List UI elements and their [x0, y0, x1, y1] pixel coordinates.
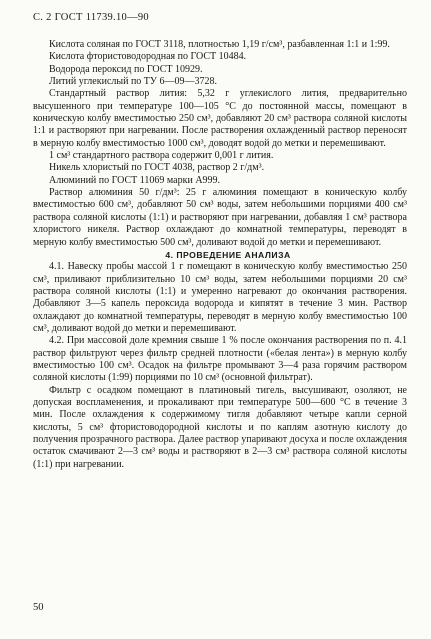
paragraph-aluminium: Алюминий по ГОСТ 11069 марки А999. — [49, 174, 221, 186]
paragraph-4-2: 4.2. При массовой доле кремния свыше 1 % после окончания растворения по п. 4.1 раствор фильтруют через фильтр средней плотности («белая лента») в мерную колбу вместимостью 100 см³. Осадок на фильтре промывают 3—4 раза горячим раствором соляной кислоты (1:99) порциями по 10 см³ (основной фильтрат). — [33, 335, 407, 384]
paragraph-hydrofluoric-acid: Кислота фтористоводородная по ГОСТ 10484. — [49, 51, 247, 63]
paragraph-lithium-content: 1 см³ стандартного раствора содержит 0,001 г лития. — [49, 150, 274, 162]
paragraph-nickel-chloride: Никель хлористый по ГОСТ 4038, раствор 2 г/дм³. — [49, 162, 265, 174]
paragraph-filter-residue: Фильтр с осадком помещают в платиновый тигель, высушивают, озоляют, не допуская воспламенения, и прокаливают при температуре 500—600 °С в течение 3 мин. После охлаждения к содержимому тигля добавляют четыре капли серной кислоты, 5 см³ фтористоводородной кислоты и по каплям азотную кислоту до получения прозрачного раствора. Далее раствор упаривают досуха и после охлаждения остаток смачивают 2—3 см³ воды и растворяют в 2—3 см³ раствора соляной кислоты (1:1) при нагревании. — [33, 384, 407, 470]
page-number: 50 — [33, 602, 44, 613]
document-body — [33, 39, 407, 471]
paragraph-aluminium-solution: Раствор алюминия 50 г/дм³: 25 г алюминия помещают в коническую колбу вместимостью 600 см³, добавляют 50 см³ воды, затем небольшими порциями 400 см³ раствора соляной кислоты (1:1) и растворяют при нагревании, добавляя 1 см³ раствора хлористого никеля. Раствор охлаждают до комнатной температуры, переводят в мерную колбу вместимостью 500 см³, доливают водой до метки и перемешивают. — [33, 187, 407, 248]
section-title: 4. ПРОВЕДЕНИЕ АНАЛИЗА — [165, 249, 291, 260]
paragraph-4-1: 4.1. Навеску пробы массой 1 г помещают в коническую колбу вместимостью 250 см³, приливают приблизительно 10 см³ воды, затем небольшими порциями 20 см³ раствора соляной кислоты (1:1) и умеренно нагревают до окончания растворения. Добавляют 3—5 капель пероксида водорода и кипятят в течение 3 мин. Раствор охлаждают до комнатной температуры, переводят в мерную колбу вместимостью 100 см³, доливают водой до метки и перемешивают. — [33, 261, 407, 334]
paragraph-hydrochloric-acid: Кислота соляная по ГОСТ 3118, плотностью 1,19 г/см³, разбавленная 1:1 и 1:99. — [49, 39, 390, 50]
page-header: С. 2 ГОСТ 11739.10—90 — [33, 12, 149, 23]
paragraph-lithium-carbonate: Литий углекислый по ТУ 6—09—3728. — [49, 76, 217, 88]
paragraph-lithium-standard-solution: Стандартный раствор лития: 5,32 г углекислого лития, предварительно высушенного при температуре 100—105 °С до постоянной массы, помещают в коническую колбу вместимостью 250 см³, добавляют 20 см³ раствора соляной кислоты 1:1 и растворяют при нагревании. После растворения охлажденный раствор переносят в мерную колбу вместимостью 1000 см³, доводят водой до метки и перемешивают. — [33, 88, 407, 149]
paragraph-hydrogen-peroxide: Водорода пероксид по ГОСТ 10929. — [49, 63, 203, 75]
